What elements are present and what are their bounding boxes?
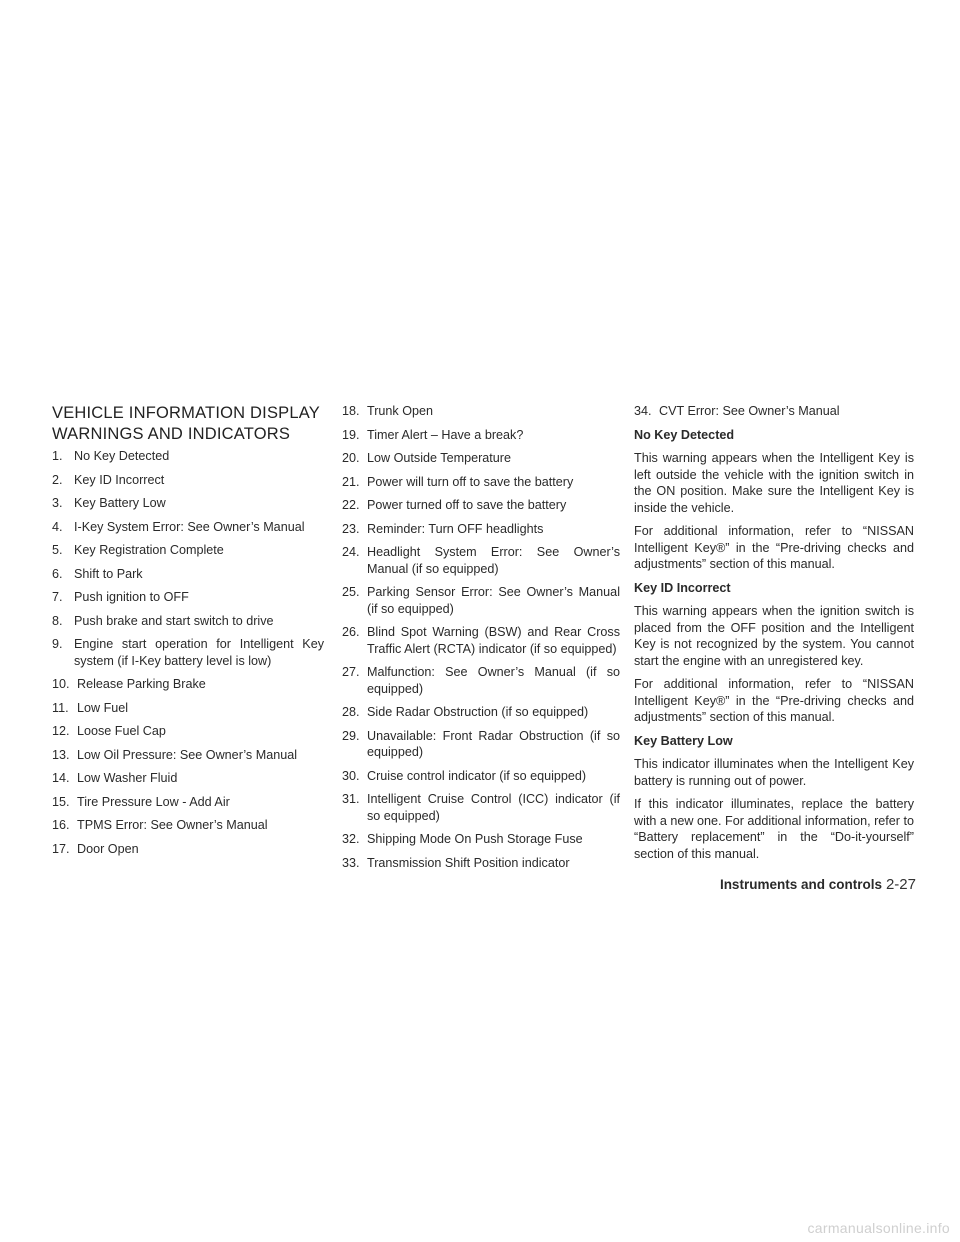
list-item-number: 32. — [342, 832, 360, 846]
list-item-number: 21. — [342, 474, 360, 489]
list-item-text: Timer Alert – Have a break? — [367, 427, 524, 442]
list-item-number: 4. — [52, 519, 63, 534]
list-item-number: 19. — [342, 427, 360, 442]
list-item — [52, 448, 324, 465]
list-item-text: Unavailable: Front Radar Obstruction (if so equipped) — [367, 728, 620, 759]
list-item — [342, 584, 620, 617]
list-item-number: 29. — [342, 728, 360, 743]
list-item — [342, 791, 620, 824]
site-watermark: carmanualsonline.info — [807, 1220, 950, 1236]
section-title: Key Battery Low — [634, 733, 733, 748]
list-item-number: 3. — [52, 496, 63, 510]
list-item — [342, 544, 620, 577]
list-item — [342, 664, 620, 697]
section-paragraph: This warning appears when the ignition switch is placed from the OFF position and the Intelligent Key is not recognized by the system. You cannot start the engine with an unregistered key. — [634, 604, 914, 668]
list-item — [52, 542, 324, 559]
list-item-number: 22. — [342, 498, 360, 512]
list-item-number: 6. — [52, 566, 63, 581]
list-item-number: 23. — [342, 521, 360, 536]
warnings-list-part-2 — [342, 403, 620, 871]
list-item-text: Reminder: Turn OFF headlights — [367, 521, 544, 536]
list-item-number: 24. — [342, 545, 360, 559]
list-item-number: 12. — [52, 724, 70, 738]
list-item-number: 7. — [52, 590, 63, 604]
list-item-text: Shipping Mode On Push Storage Fuse — [367, 832, 583, 846]
list-item-text: Push ignition to OFF — [74, 590, 189, 604]
warning-descriptions — [634, 427, 914, 863]
list-item-text: Malfunction: See Owner’s Manual (if so equipped) — [367, 665, 620, 696]
list-item — [52, 794, 324, 811]
list-item-number: 30. — [342, 768, 360, 783]
list-item-text: CVT Error: See Owner’s Manual — [659, 404, 840, 418]
list-item-number: 33. — [342, 855, 360, 870]
list-item-text: Door Open — [77, 841, 139, 856]
page-footer — [650, 876, 916, 894]
list-item — [342, 403, 620, 420]
list-item — [342, 497, 620, 514]
list-item — [52, 613, 324, 630]
warnings-list-part-1 — [52, 448, 324, 857]
list-item-text: No Key Detected — [74, 449, 170, 463]
list-item-number: 1. — [52, 449, 63, 463]
list-item — [52, 472, 324, 489]
column-right — [634, 403, 914, 869]
list-item-text: Low Oil Pressure: See Owner’s Manual — [77, 747, 298, 762]
list-item-text: Power turned off to save the battery — [367, 498, 567, 512]
section-title: Key ID Incorrect — [634, 580, 731, 595]
list-item-number: 11. — [52, 700, 69, 715]
section-paragraph: This indicator illuminates when the Intelligent Key battery is running out of power. — [634, 757, 914, 788]
column-left — [52, 403, 324, 864]
list-item-text: Blind Spot Warning (BSW) and Rear Cross Traffic Alert (RCTA) indicator (if so equipped) — [367, 625, 620, 656]
list-item-text: Shift to Park — [74, 566, 143, 581]
list-item-text: Transmission Shift Position indicator — [367, 855, 570, 870]
list-item-number: 13. — [52, 747, 70, 762]
list-item-number: 2. — [52, 472, 63, 487]
list-item-text: Power will turn off to save the battery — [367, 474, 574, 489]
list-item — [52, 636, 324, 669]
list-item — [52, 519, 324, 536]
list-item — [52, 676, 324, 693]
list-item-number: 28. — [342, 705, 360, 719]
list-item-number: 31. — [342, 792, 360, 806]
list-item — [52, 841, 324, 858]
list-item-number: 18. — [342, 404, 360, 418]
list-item-text: Release Parking Brake — [77, 677, 206, 691]
list-item — [342, 474, 620, 491]
list-item-number: 27. — [342, 665, 360, 679]
list-item — [342, 768, 620, 785]
list-item-number: 8. — [52, 613, 63, 628]
list-item-text: Side Radar Obstruction (if so equipped) — [367, 705, 589, 719]
list-item — [52, 495, 324, 512]
list-item-text: Tire Pressure Low - Add Air — [77, 794, 230, 809]
section-paragraph: For additional information, refer to “NISSAN Intelligent Key®” in the “Pre-driving checks and adjustments” section of this manual. — [634, 524, 914, 571]
list-item-text: Loose Fuel Cap — [77, 724, 166, 738]
list-item — [52, 747, 324, 764]
footer-section-title: Instruments and controls — [719, 877, 882, 892]
heading-line-1: VEHICLE INFORMATION DISPLAY — [52, 404, 320, 422]
list-item-number: 9. — [52, 637, 63, 651]
page-number: 2-27 — [885, 876, 916, 893]
page-heading — [52, 403, 324, 445]
section-paragraph: For additional information, refer to “NISSAN Intelligent Key®” in the “Pre-driving checks and adjustments” section of this manual. — [634, 677, 914, 724]
list-item-number: 26. — [342, 625, 360, 639]
list-item — [52, 700, 324, 717]
list-item-number: 17. — [52, 841, 70, 856]
list-item — [52, 566, 324, 583]
list-item-text: Key Registration Complete — [74, 543, 224, 557]
list-item-number: 16. — [52, 818, 70, 832]
list-item-text: I-Key System Error: See Owner’s Manual — [74, 519, 305, 534]
list-item-text: Low Washer Fluid — [77, 771, 178, 785]
list-item — [342, 427, 620, 444]
list-item-number: 5. — [52, 543, 63, 557]
list-item-text: Parking Sensor Error: See Owner’s Manual (if so equipped) — [367, 585, 620, 616]
section-paragraph: This warning appears when the Intelligent Key is left outside the vehicle with the ignition switch in the ON position. Make sure the Intelligent Key is inside the vehicle. — [634, 451, 914, 515]
list-item-number: 34. — [634, 404, 652, 418]
list-item-text: Push brake and start switch to drive — [74, 613, 274, 628]
list-item-text: Trunk Open — [367, 404, 434, 418]
list-item — [342, 831, 620, 848]
list-item — [342, 855, 620, 872]
list-item-number: 10. — [52, 677, 70, 691]
list-item-number: 20. — [342, 451, 360, 465]
list-item-text: Engine start operation for Intelligent Key system (if I-Key battery level is low) — [74, 637, 324, 668]
list-item — [342, 728, 620, 761]
list-item-text: Cruise control indicator (if so equipped) — [367, 768, 587, 783]
list-item-text: Key Battery Low — [74, 496, 166, 510]
list-item — [342, 624, 620, 657]
section-paragraph: If this indicator illuminates, replace the battery with a new one. For additional information, refer to “Battery replacement” in the “Do-it-yourself” section of this manual. — [634, 797, 915, 861]
list-item-number: 15. — [52, 794, 70, 809]
list-item — [342, 521, 620, 538]
heading-line-2: WARNINGS AND INDICATORS — [52, 425, 291, 443]
list-item — [342, 450, 620, 467]
list-item-text: Headlight System Error: See Owner’s Manual (if so equipped) — [367, 545, 620, 576]
list-item-text: Low Outside Temperature — [367, 451, 511, 465]
list-item-text: Key ID Incorrect — [74, 472, 165, 487]
list-item-text: TPMS Error: See Owner’s Manual — [77, 818, 268, 832]
list-item — [342, 704, 620, 721]
list-item — [634, 403, 914, 420]
list-item — [52, 723, 324, 740]
list-item — [52, 589, 324, 606]
list-item-text: Intelligent Cruise Control (ICC) indicator (if so equipped) — [367, 792, 620, 823]
list-item-text: Low Fuel — [77, 700, 129, 715]
list-item-number: 14. — [52, 771, 70, 785]
section-title: No Key Detected — [634, 427, 735, 442]
column-middle — [342, 403, 620, 878]
list-item — [52, 817, 324, 834]
list-item-number: 25. — [342, 585, 360, 599]
list-item — [52, 770, 324, 787]
warnings-list-part-3 — [634, 403, 914, 420]
